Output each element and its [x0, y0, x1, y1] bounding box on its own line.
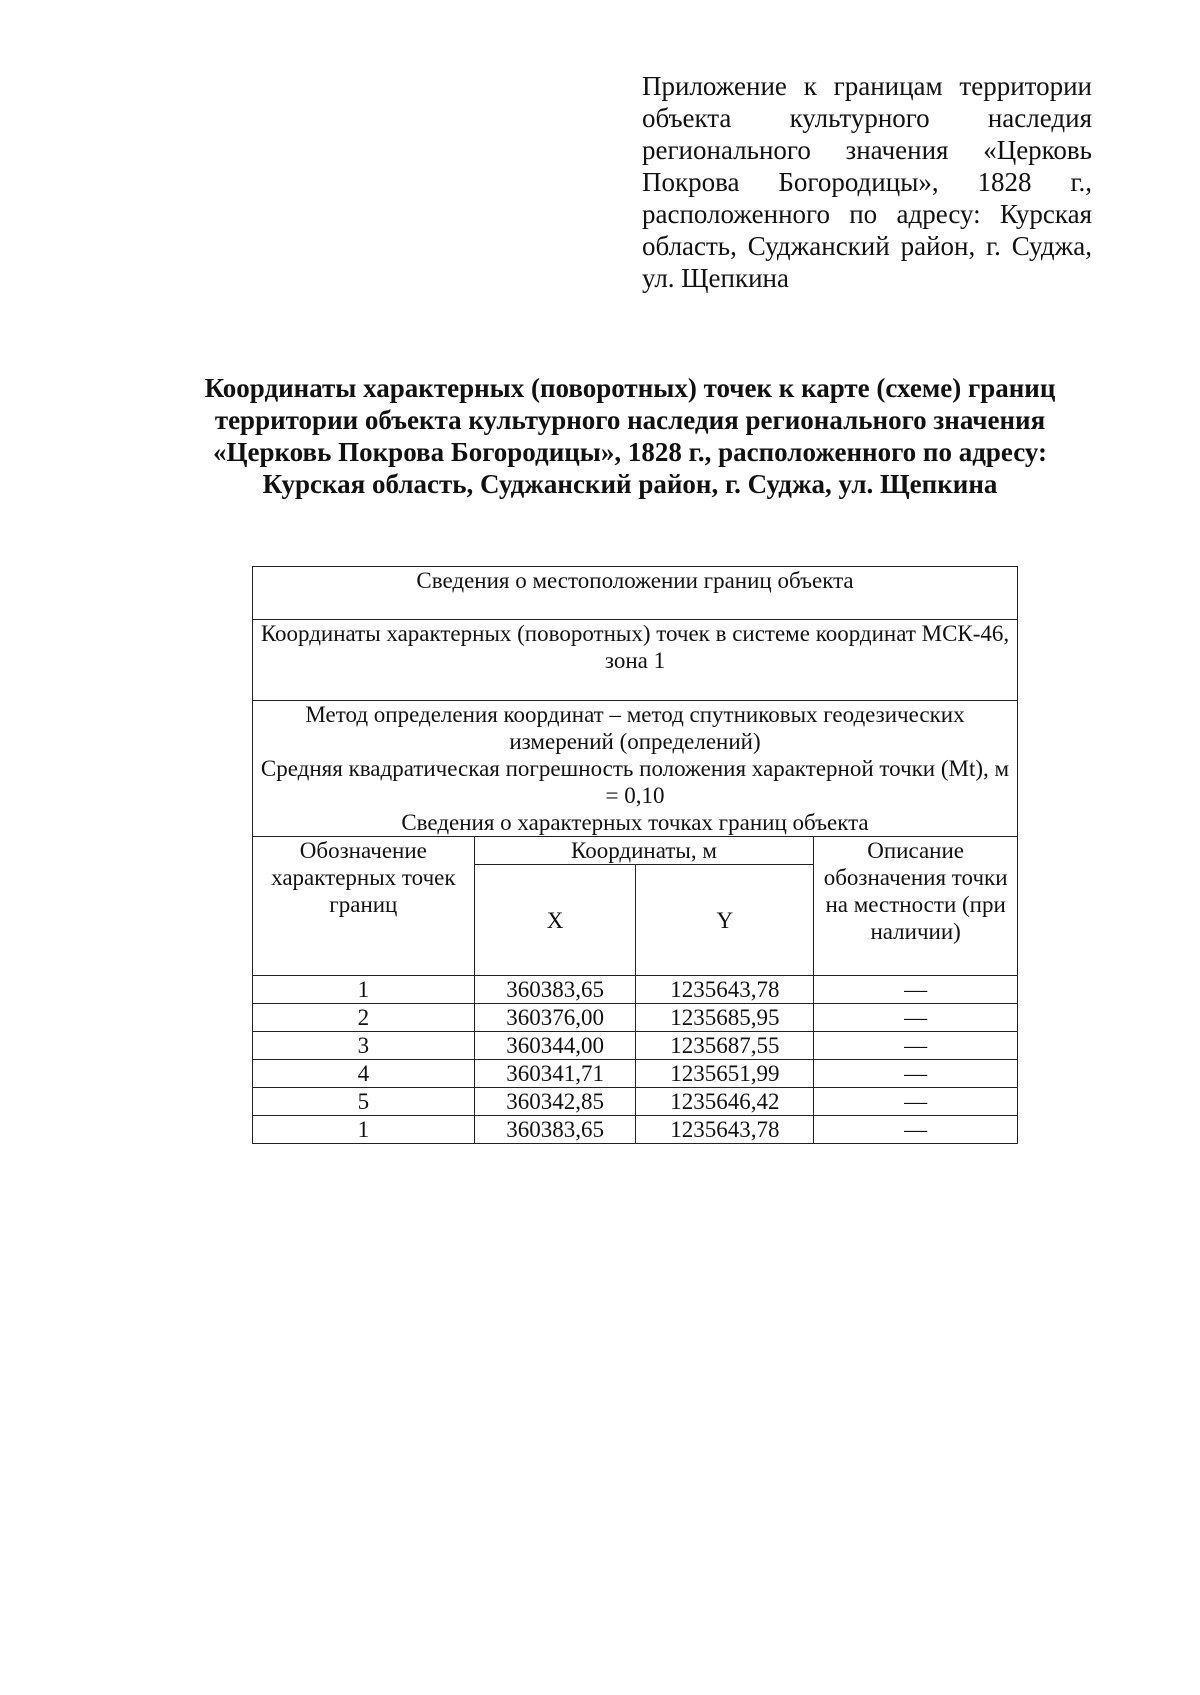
title-line: территории объекта культурного наследия регионального значения [214, 405, 1046, 435]
title-line: «Церковь Покрова Богородицы», 1828 г., расположенного по адресу: [212, 437, 1047, 467]
x-value: 360341,71 [474, 1060, 636, 1088]
table-row [253, 1060, 1018, 1088]
description-value: — [814, 1032, 1018, 1060]
table-row [253, 1088, 1018, 1116]
description-value: — [814, 1060, 1018, 1088]
method-text: Метод определения координат – метод спутниковых геодезических измерений (определений) [305, 702, 965, 754]
point-number: 3 [253, 1032, 475, 1060]
table-row [253, 1032, 1018, 1060]
accuracy-text: Средняя квадратическая погрешность положения характерной точки (Mt), м = 0,10 [260, 756, 1010, 808]
point-number: 5 [253, 1088, 475, 1116]
description-value: — [814, 1088, 1018, 1116]
title-line: Курская область, Суджанский район, г. Суджа, ул. Щепкина [262, 469, 998, 499]
point-number: 1 [253, 976, 475, 1004]
point-number: 2 [253, 1004, 475, 1032]
title-line: Координаты характерных (поворотных) точек к карте (схеме) границ [204, 373, 1056, 403]
table-row [253, 1116, 1018, 1144]
description-header: Описание обозначения точки на местности (при наличии) [814, 837, 1018, 976]
y-value: 1235643,78 [636, 1116, 814, 1144]
x-value: 360344,00 [474, 1032, 636, 1060]
description-value: — [814, 1116, 1018, 1144]
point-number: 4 [253, 1060, 475, 1088]
description-value: — [814, 976, 1018, 1004]
description-value: — [814, 1004, 1018, 1032]
table-row [253, 1004, 1018, 1032]
coordinates-table [252, 566, 1018, 1144]
y-value: 1235651,99 [636, 1060, 814, 1088]
document-title [150, 372, 1110, 500]
designation-header: Обозначение характерных точек границ [253, 837, 475, 976]
y-value: 1235646,42 [636, 1088, 814, 1116]
y-header: Y [636, 865, 814, 976]
point-number: 1 [253, 1116, 475, 1144]
boundary-info-header: Сведения о местоположении границ объекта [253, 567, 1018, 620]
x-value: 360383,65 [474, 1116, 636, 1144]
y-value: 1235685,95 [636, 1004, 814, 1032]
appendix-note: Приложение к границам территории объекта культурного наследия регионального значения «Церковь Покрова Богородицы», 1828 г., расположенного по адресу: Курская область, Суджанский район, г. Суджа, ул. Щепкина [642, 71, 1092, 293]
method-header [253, 701, 1018, 837]
coordinates-header: Координаты, м [474, 837, 814, 865]
table-row [253, 976, 1018, 1004]
x-value: 360383,65 [474, 976, 636, 1004]
y-value: 1235643,78 [636, 976, 814, 1004]
x-value: 360376,00 [474, 1004, 636, 1032]
x-header: X [474, 865, 636, 976]
x-value: 360342,85 [474, 1088, 636, 1116]
points-info-text: Сведения о характерных точках границ объекта [401, 810, 869, 835]
y-value: 1235687,55 [636, 1032, 814, 1060]
coordinate-system-header: Координаты характерных (поворотных) точек в системе координат МСК-46, зона 1 [253, 620, 1018, 701]
